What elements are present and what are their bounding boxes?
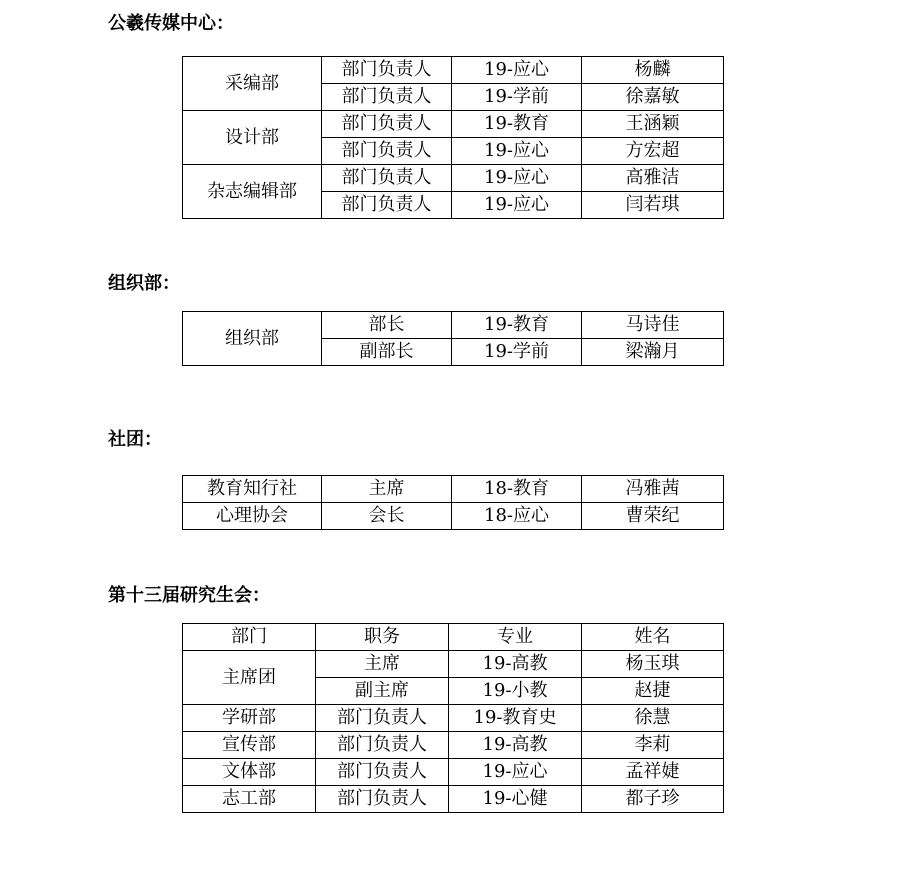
name-cell: 梁瀚月 — [582, 339, 724, 366]
dept-cell: 文体部 — [183, 759, 316, 786]
role-cell: 主席 — [322, 476, 452, 503]
major-cell: 19-教育 — [452, 312, 582, 339]
major-cell: 19-教育史 — [449, 705, 582, 732]
table-row — [183, 111, 724, 138]
name-cell: 李莉 — [582, 732, 724, 759]
major-cell: 19-应心 — [452, 192, 582, 219]
name-cell: 马诗佳 — [582, 312, 724, 339]
major-cell: 19-应心 — [452, 57, 582, 84]
table-row — [183, 165, 724, 192]
header-role: 职务 — [316, 624, 449, 651]
name-cell: 杨麟 — [582, 57, 724, 84]
role-cell: 部门负责人 — [316, 705, 449, 732]
major-cell: 19-应心 — [452, 165, 582, 192]
role-cell: 部门负责人 — [322, 111, 452, 138]
role-cell: 部门负责人 — [316, 786, 449, 813]
role-cell: 部门负责人 — [322, 138, 452, 165]
major-cell: 19-教育 — [452, 111, 582, 138]
media-center-table — [182, 56, 724, 219]
table-header-row — [183, 624, 724, 651]
name-cell: 曹荣纪 — [582, 503, 724, 530]
name-cell: 徐嘉敏 — [582, 84, 724, 111]
role-cell: 副主席 — [316, 678, 449, 705]
major-cell: 18-应心 — [452, 503, 582, 530]
table-row — [183, 503, 724, 530]
role-cell: 部门负责人 — [316, 759, 449, 786]
dept-cell: 心理协会 — [183, 503, 322, 530]
table-row — [183, 651, 724, 678]
role-cell: 副部长 — [322, 339, 452, 366]
name-cell: 赵捷 — [582, 678, 724, 705]
major-cell: 19-高教 — [449, 651, 582, 678]
name-cell: 闫若琪 — [582, 192, 724, 219]
dept-cell: 学研部 — [183, 705, 316, 732]
name-cell: 冯雅茜 — [582, 476, 724, 503]
role-cell: 会长 — [322, 503, 452, 530]
section-heading-media: 公羲传媒中心： — [108, 13, 234, 34]
role-cell: 主席 — [316, 651, 449, 678]
major-cell: 19-学前 — [452, 84, 582, 111]
organization-table — [182, 311, 724, 366]
table-row — [183, 57, 724, 84]
role-cell: 部门负责人 — [322, 192, 452, 219]
role-cell: 部门负责人 — [322, 165, 452, 192]
table-row — [183, 732, 724, 759]
major-cell: 18-教育 — [452, 476, 582, 503]
table-row — [183, 759, 724, 786]
dept-cell: 组织部 — [183, 312, 322, 366]
major-cell: 19-应心 — [452, 138, 582, 165]
header-major: 专业 — [449, 624, 582, 651]
major-cell: 19-心健 — [449, 786, 582, 813]
role-cell: 部长 — [322, 312, 452, 339]
table-row — [183, 476, 724, 503]
role-cell: 部门负责人 — [322, 84, 452, 111]
major-cell: 19-学前 — [452, 339, 582, 366]
dept-cell: 杂志编辑部 — [183, 165, 322, 219]
name-cell: 杨玉琪 — [582, 651, 724, 678]
section-heading-grad-union: 第十三届研究生会： — [108, 585, 270, 606]
name-cell: 都子珍 — [582, 786, 724, 813]
dept-cell: 采编部 — [183, 57, 322, 111]
section-heading-clubs: 社团： — [108, 429, 162, 450]
dept-cell: 教育知行社 — [183, 476, 322, 503]
grad-union-table — [182, 623, 724, 813]
role-cell: 部门负责人 — [316, 732, 449, 759]
dept-cell: 设计部 — [183, 111, 322, 165]
name-cell: 孟祥婕 — [582, 759, 724, 786]
dept-cell: 志工部 — [183, 786, 316, 813]
name-cell: 方宏超 — [582, 138, 724, 165]
role-cell: 部门负责人 — [322, 57, 452, 84]
table-row — [183, 705, 724, 732]
section-heading-organization: 组织部： — [108, 273, 180, 294]
dept-cell: 主席团 — [183, 651, 316, 705]
name-cell: 徐慧 — [582, 705, 724, 732]
table-row — [183, 786, 724, 813]
dept-cell: 宣传部 — [183, 732, 316, 759]
clubs-table — [182, 475, 724, 530]
header-name: 姓名 — [582, 624, 724, 651]
table-row — [183, 312, 724, 339]
major-cell: 19-应心 — [449, 759, 582, 786]
name-cell: 王涵颖 — [582, 111, 724, 138]
major-cell: 19-小教 — [449, 678, 582, 705]
major-cell: 19-高教 — [449, 732, 582, 759]
header-dept: 部门 — [183, 624, 316, 651]
name-cell: 高雅洁 — [582, 165, 724, 192]
